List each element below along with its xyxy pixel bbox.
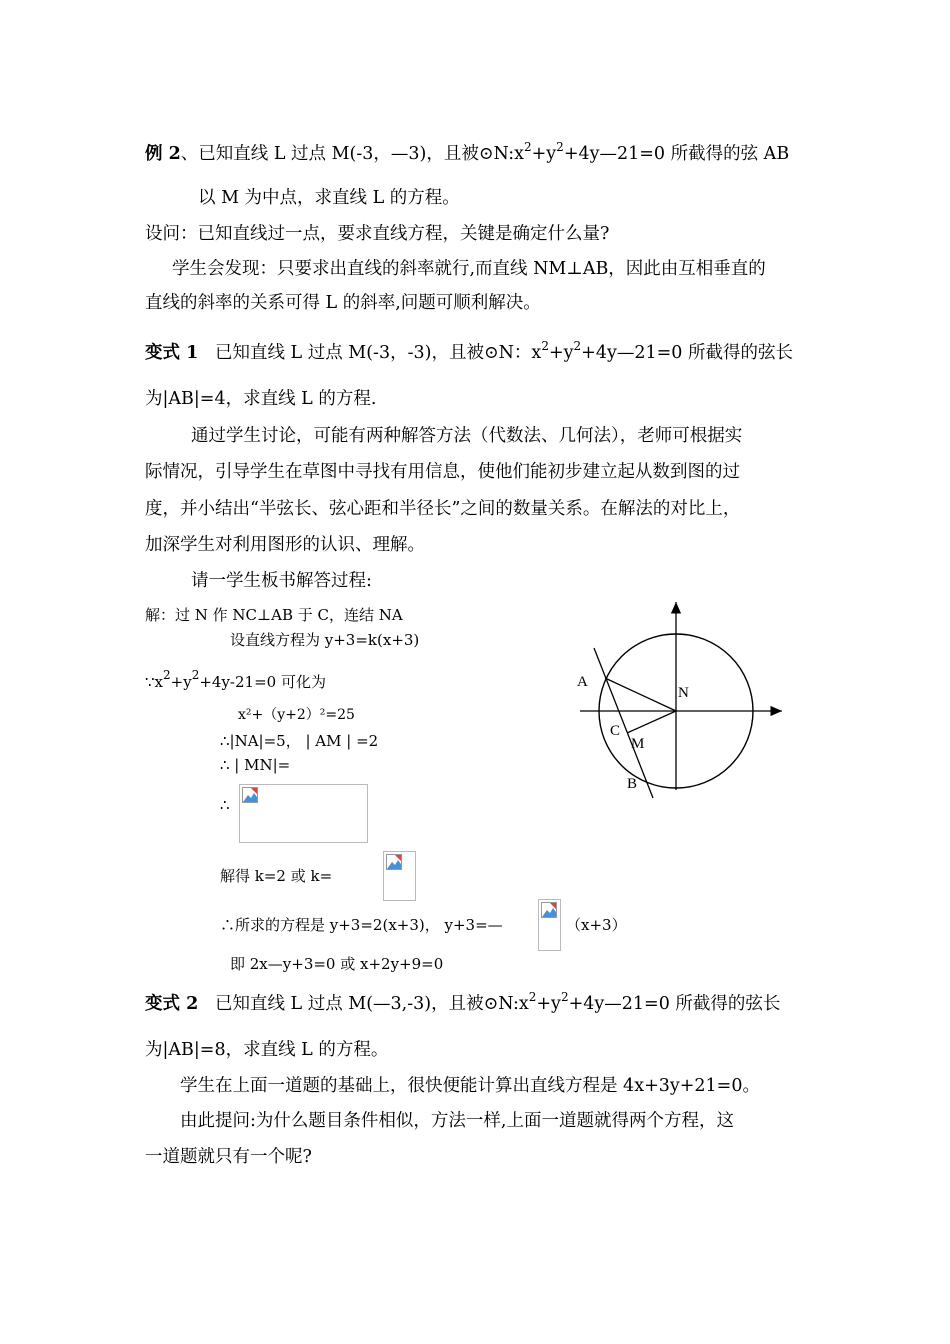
formula-image-placeholder [239,784,368,843]
solution-line-5: ∴|NA|=5， | AM | =2 [220,732,379,750]
discovery-line-2: 直线的斜率的关系可得 L 的斜率,问题可顺利解决。 [145,293,541,313]
segment-nc [627,711,676,733]
variant-1-line-1: 变式 1 已知直线 L 过点 M(-3，-3)，且被⊙N：$x^2+y^2+4y—21=0$ 所截得的弦长 [145,339,793,363]
solution-line-9-tail: （x+3） [566,916,627,934]
circle-figure [570,598,790,818]
solution-line-10: 即 2x—y+3=0 或 x+2y+9=0 [230,955,444,973]
solution-line-4: x²+（y+2）²=25 [238,707,355,723]
conclusion-line-2: 由此提问:为什么题目条件相似，方法一样,上面一道题就得两个方程，这 [180,1111,734,1131]
k-value-image-placeholder [383,851,416,901]
label-n: N [678,685,689,701]
example-2-line-1: 例 2、已知直线 L 过点 M(-3，—3)，且被$⊙N:x^2+y^2+4y—21=0$ 所截得的弦 AB [145,140,790,164]
discussion-line-2: 际情况，引导学生在草图中寻找有用信息，使他们能初步建立起从数到图的过 [145,462,740,482]
label-a: A [577,674,588,690]
solution-line-2: 设直线方程为 y+3=k(x+3) [230,631,420,649]
variant-1-label: 变式 1 [145,343,199,363]
example-2-label: 例 2 [145,144,181,164]
solution-line-7: ∴ [220,796,230,814]
label-b: B [627,776,638,792]
discovery-line-1: 学生会发现：只要求出直线的斜率就行,而直线 NM⊥AB，因此由互相垂直的 [172,259,766,279]
discussion-line-1: 通过学生讨论，可能有两种解答方法（代数法、几何法），老师可根据实 [191,426,743,446]
broken-image-icon [541,902,557,918]
solution-line-8: 解得 k=2 或 k= [220,867,333,885]
solution-line-9: ∴所求的方程是 y+3=2(x+3)， y+3=— [220,916,503,934]
conclusion-line-3: 一道题就只有一个呢? [145,1147,312,1167]
variant-2-label: 变式 2 [145,994,199,1014]
broken-image-icon [386,854,402,870]
solution-line-6: ∴ | MN|= [220,756,291,774]
board-request: 请一学生板书解答过程: [191,571,372,591]
solution-line-1: 解：过 N 作 NC⊥AB 于 C，连结 NA [145,606,403,624]
conclusion-line-1: 学生在上面一道题的基础上，很快便能计算出直线方程是 4x+3y+21=0。 [180,1076,760,1096]
solution-line-3: $\because x^2+y^2+4y-21=0$ 可化为 [145,668,326,691]
variant-1-line-2: 为|AB|=4，求直线 L 的方程. [145,389,377,409]
line-l [594,648,653,798]
broken-image-icon [242,787,258,803]
example-2-line-2: 以 M 为中点，求直线 L 的方程。 [198,188,460,208]
question-line: 设问：已知直线过一点，要求直线方程，关键是确定什么量? [145,224,610,244]
discussion-line-3: 度，并小结出“半弦长、弦心距和半径长”之间的数量关系。在解法的对比上， [145,499,741,519]
variant-2-line-1: 变式 2 已知直线 L 过点 M(—3,-3)，且被$⊙N:x^2+y^2+4y—21=0$ 所截得的弦长 [145,990,781,1014]
label-c: C [610,723,621,739]
segment-na [605,678,676,711]
variant-2-line-2: 为|AB|=8，求直线 L 的方程。 [145,1040,389,1060]
label-m: M [631,736,645,752]
fraction-image-placeholder [538,899,561,951]
discussion-line-4: 加深学生对利用图形的认识、理解。 [145,535,425,555]
